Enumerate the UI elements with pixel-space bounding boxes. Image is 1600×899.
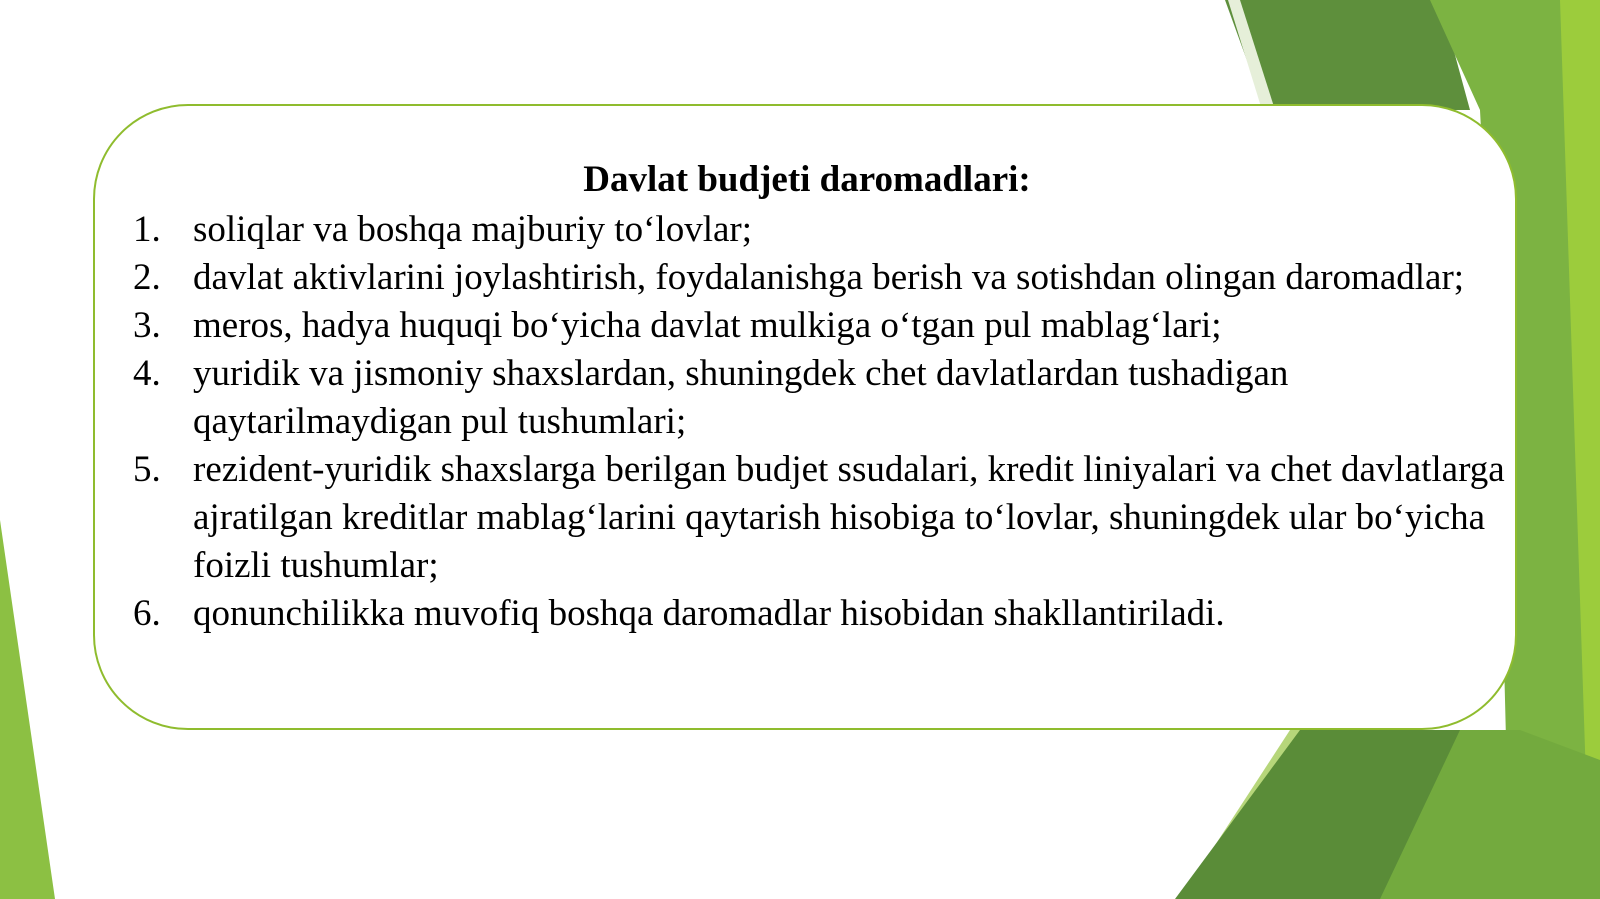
list-item-text: davlat aktivlarini joylashtirish, foydalanishga berish va sotishdan olingan daromadlar; xyxy=(193,257,1465,298)
left-green-strip xyxy=(0,520,55,899)
list-item-text: meros, hadya huquqi bo‘yicha davlat mulkiga o‘tgan pul mablag‘lari; xyxy=(193,305,1222,346)
list-item-number: 1. xyxy=(133,209,161,250)
list-item-text: yuridik va jismoniy shaxslardan, shuningdek chet davlatlardan tushadigan qaytarilmaydigan pul tushumlari; xyxy=(193,353,1289,442)
list-item-text: qonunchilikka muvofiq boshqa daromadlar hisobidan shakllantiriladi. xyxy=(193,593,1225,634)
slide-title: Davlat budjeti daromadlari: xyxy=(583,159,1031,200)
content-card xyxy=(93,104,1517,730)
income-list xyxy=(133,206,1513,638)
list-item-number: 4. xyxy=(133,353,161,394)
list-item-number: 3. xyxy=(133,305,161,346)
list-item xyxy=(133,206,1513,254)
list-item xyxy=(133,350,1513,446)
list-item-number: 6. xyxy=(133,593,161,634)
list-item xyxy=(133,590,1513,638)
list-item xyxy=(133,254,1513,302)
list-item-number: 2. xyxy=(133,257,161,298)
list-item-text: soliqlar va boshqa majburiy to‘lovlar; xyxy=(193,209,752,250)
list-item xyxy=(133,302,1513,350)
list-item-text: rezident-yuridik shaxslarga berilgan budjet ssudalari, kredit liniyalari va chet davlatlarga ajratilgan kreditlar mablag‘larini qaytarish hisobiga to‘lovlar, shuningdek ular bo‘yicha foizli tushumlar; xyxy=(193,449,1505,586)
list-item xyxy=(133,446,1513,590)
list-item-number: 5. xyxy=(133,449,161,490)
